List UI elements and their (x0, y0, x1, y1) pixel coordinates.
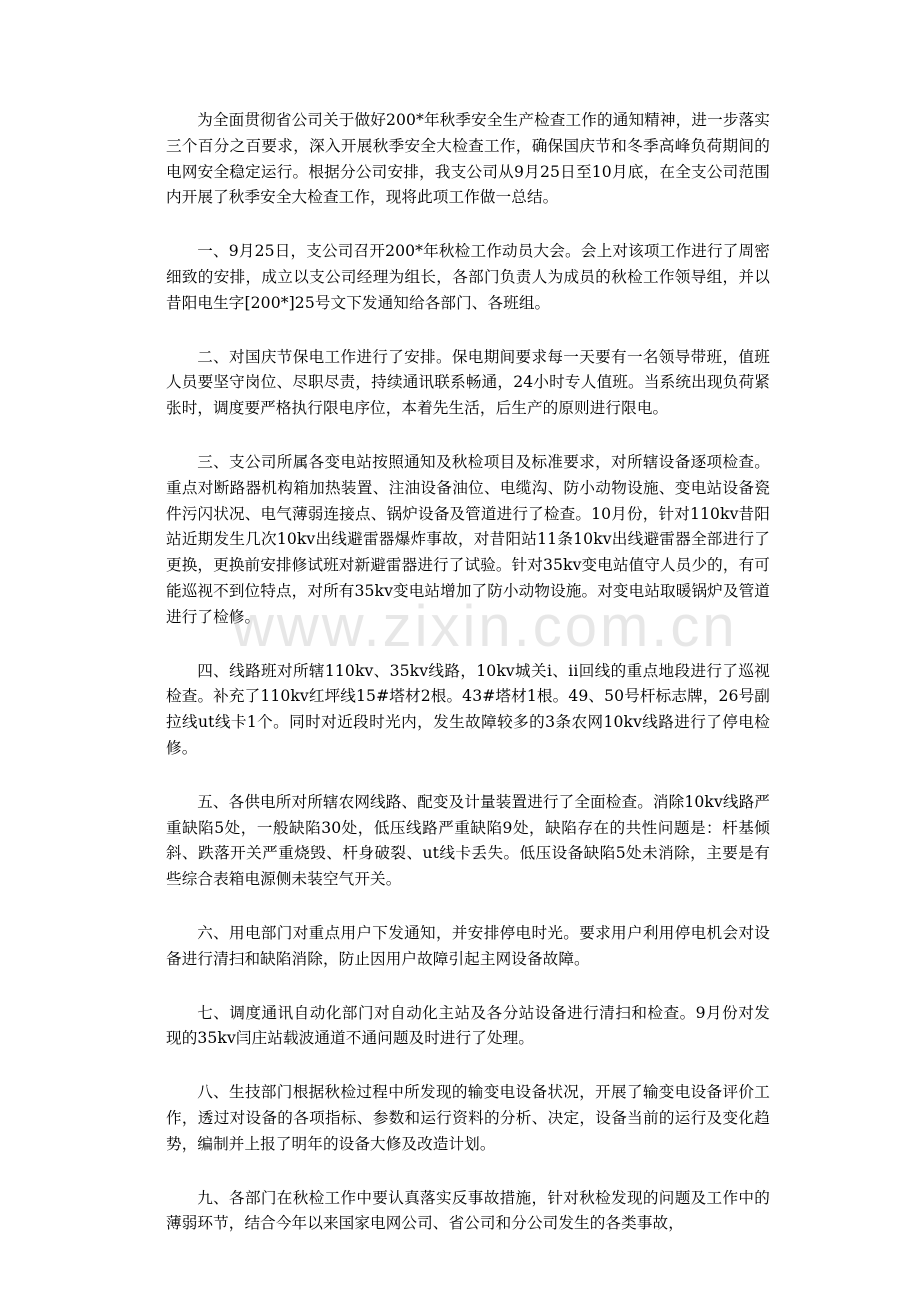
section-4-paragraph: 四、线路班对所辖110kv、35kv线路，10kv城关i、ii回线的重点地段进行了巡视检查。补充了110kv红坪线15#塔材2根。43#塔材1根。49、50号杆标志牌，26号副拉线ut线卡1个。同时对近段时光内，发生故障较多的3条农网10kv线路进行了停电检修。 (166, 661, 770, 757)
section-7-paragraph: 七、调度通讯自动化部门对自动化主站及各分站设备进行清扫和检查。9月份对发现的35kv闫庄站载波通道不通问题及时进行了处理。 (166, 1003, 770, 1048)
section-6-paragraph: 六、用电部门对重点用户下发通知，并安排停电时光。要求用户利用停电机会对设备进行清扫和缺陷消除，防止因用户故障引起主网设备故障。 (166, 923, 770, 968)
section-3-paragraph: 三、支公司所属各变电站按照通知及秋检项目及标准要求，对所辖设备逐项检查。重点对断路器机构箱加热装置、注油设备油位、电缆沟、防小动物设施、变电站设备瓷件污闪状况、电气薄弱连接点、锅炉设备及管道进行了检查。10月份，针对110kv昔阳站近期发生几次10kv出线避雷器爆炸事故，对昔阳站11条10kv出线避雷器全部进行了更换，更换前安排修试班对新避雷器进行了试验。针对35kv变电站值守人员少的，有可能巡视不到位特点，对所有35kv变电站增加了防小动物设施。对变电站取暖锅炉及管道进行了检修。 (166, 452, 770, 626)
section-5-paragraph: 五、各供电所对所辖农网线路、配变及计量装置进行了全面检查。消除10kv线路严重缺陷5处，一般缺陷30处，低压线路严重缺陷9处，缺陷存在的共性问题是：杆基倾斜、跌落开关严重烧毁、杆身破裂、ut线卡丢失。低压设备缺陷5处未消除，主要是有些综合表箱电源侧未装空气开关。 (166, 792, 770, 889)
section-8-paragraph: 八、生技部门根据秋检过程中所发现的输变电设备状况，开展了输变电设备评价工作，透过对设备的各项指标、参数和运行资料的分析、决定，设备当前的运行及变化趋势，编制并上报了明年的设备大修及改造计划。 (166, 1083, 770, 1153)
watermark-text: www.zixin.com.cn (232, 594, 738, 659)
section-1-paragraph: 一、9月25日，支公司召开200*年秋检工作动员大会。会上对该项工作进行了周密细致的安排，成立以支公司经理为组长，各部门负责人为成员的秋检工作领导组，并以昔阳电生字[200*]25号文下发通知给各部门、各班组。 (166, 242, 770, 312)
section-2-paragraph: 二、对国庆节保电工作进行了安排。保电期间要求每一天要有一名领导带班，值班人员要坚守岗位、尽职尽责，持续通讯联系畅通，24小时专人值班。当系统出现负荷紧张时，调度要严格执行限电序位，本着先生活，后生产的原则进行限电。 (166, 347, 770, 418)
intro-paragraph: 为全面贯彻省公司关于做好200*年秋季安全生产检查工作的通知精神，进一步落实三个百分之百要求，深入开展秋季安全大检查工作，确保国庆节和冬季高峰负荷期间的电网安全稳定运行。根据分公司安排，我支公司从9月25日至10月底，在全支公司范围内开展了秋季安全大检查工作，现将此项工作做一总结。 (166, 111, 770, 207)
section-9-paragraph: 九、各部门在秋检工作中要认真落实反事故措施，针对秋检发现的问题及工作中的薄弱环节，结合今年以来国家电网公司、省公司和分公司发生的各类事故， (166, 1188, 770, 1233)
